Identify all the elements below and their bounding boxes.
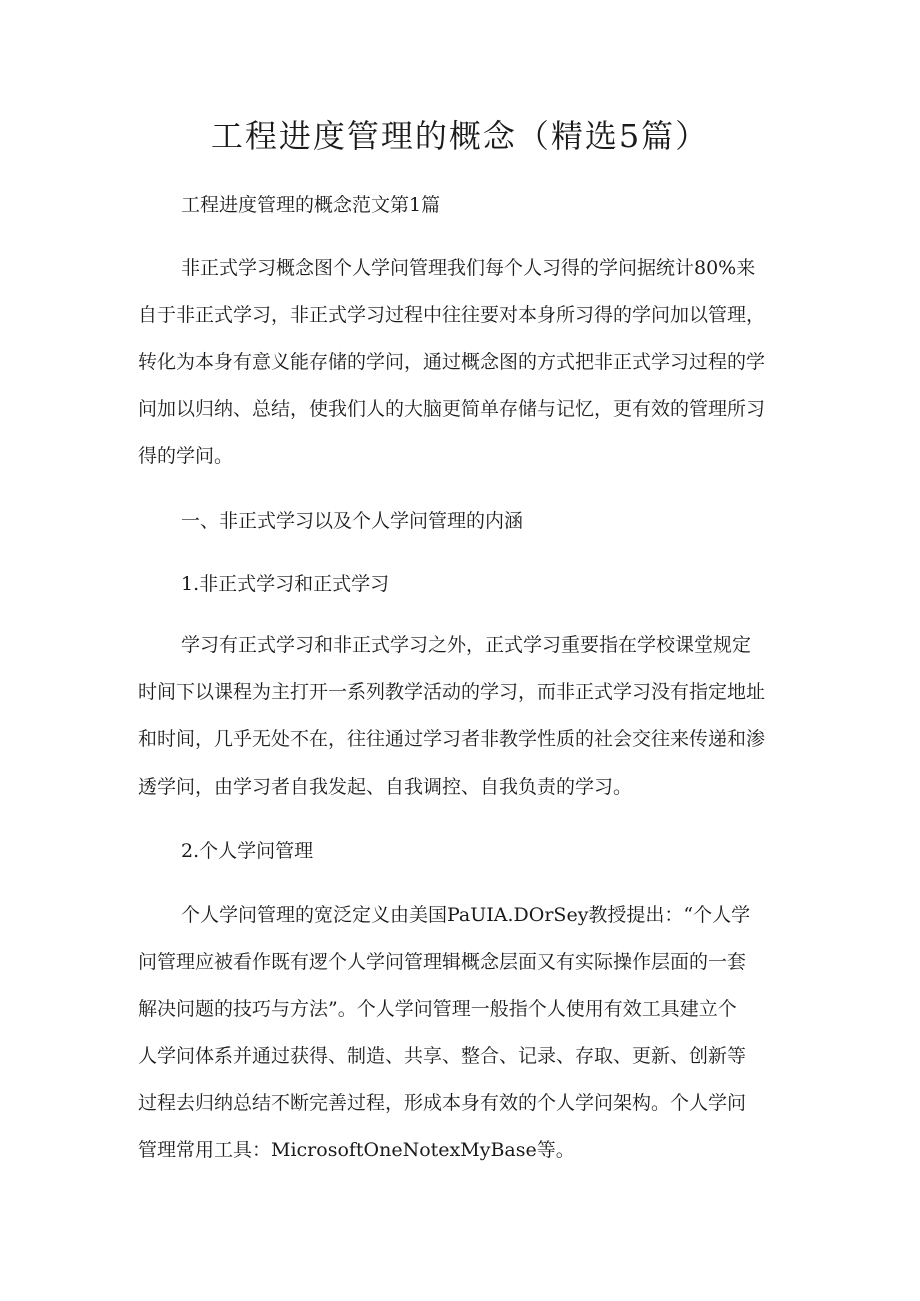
- subsection-heading: 1.非正式学习和正式学习: [181, 573, 390, 595]
- paragraph-line: 学习有正式学习和非正式学习之外，正式学习重要指在学校课堂规定: [181, 634, 752, 656]
- paragraph-line: 个人学问管理的宽泛定义由美国PaUIA.DOrSey教授提出：“个人学: [181, 904, 751, 926]
- paragraph-line: 问加以归纳、总结，使我们人的大脑更简单存储与记忆，更有效的管理所习: [138, 398, 766, 420]
- paragraph-line: 自于非正式学习，非正式学习过程中往往要对本身所习得的学问加以管理，: [138, 304, 766, 326]
- paragraph-line: 转化为本身有意义能存储的学问，通过概念图的方式把非正式学习过程的学: [138, 351, 766, 373]
- paragraph-line: 过程去归纳总结不断完善过程，形成本身有效的个人学问架构。个人学问: [138, 1092, 747, 1114]
- section-heading: 一、非正式学习以及个人学问管理的内涵: [181, 510, 524, 532]
- paragraph-line: 时间下以课程为主打开一系列教学活动的学习，而非正式学习没有指定地址: [138, 681, 766, 703]
- subtitle: 工程进度管理的概念范文第1篇: [181, 194, 441, 216]
- paragraph-line: 问管理应被看作既有逻个人学问管理辑概念层面又有实际操作层面的一套: [138, 951, 747, 973]
- paragraph-line: 解决问题的技巧与方法”。个人学问管理一般指个人使用有效工具建立个: [138, 998, 737, 1020]
- document-title: 工程进度管理的概念（精选5篇）: [210, 117, 710, 155]
- paragraph-line: 得的学问。: [138, 445, 234, 467]
- paragraph-line: 管理常用工具：MicrosoftOneNotexMyBase等。: [138, 1139, 575, 1161]
- paragraph-line: 非正式学习概念图个人学问管理我们每个人习得的学问据统计80%来: [181, 257, 756, 279]
- paragraph-line: 透学问，由学习者自我发起、自我调控、自我负责的学习。: [138, 776, 633, 798]
- subsection-heading: 2.个人学问管理: [181, 840, 314, 862]
- paragraph-line: 人学问体系并通过获得、制造、共享、整合、记录、存取、更新、创新等: [138, 1045, 747, 1067]
- paragraph-line: 和时间，几乎无处不在，往往通过学习者非教学性质的社会交往来传递和渗: [138, 728, 766, 750]
